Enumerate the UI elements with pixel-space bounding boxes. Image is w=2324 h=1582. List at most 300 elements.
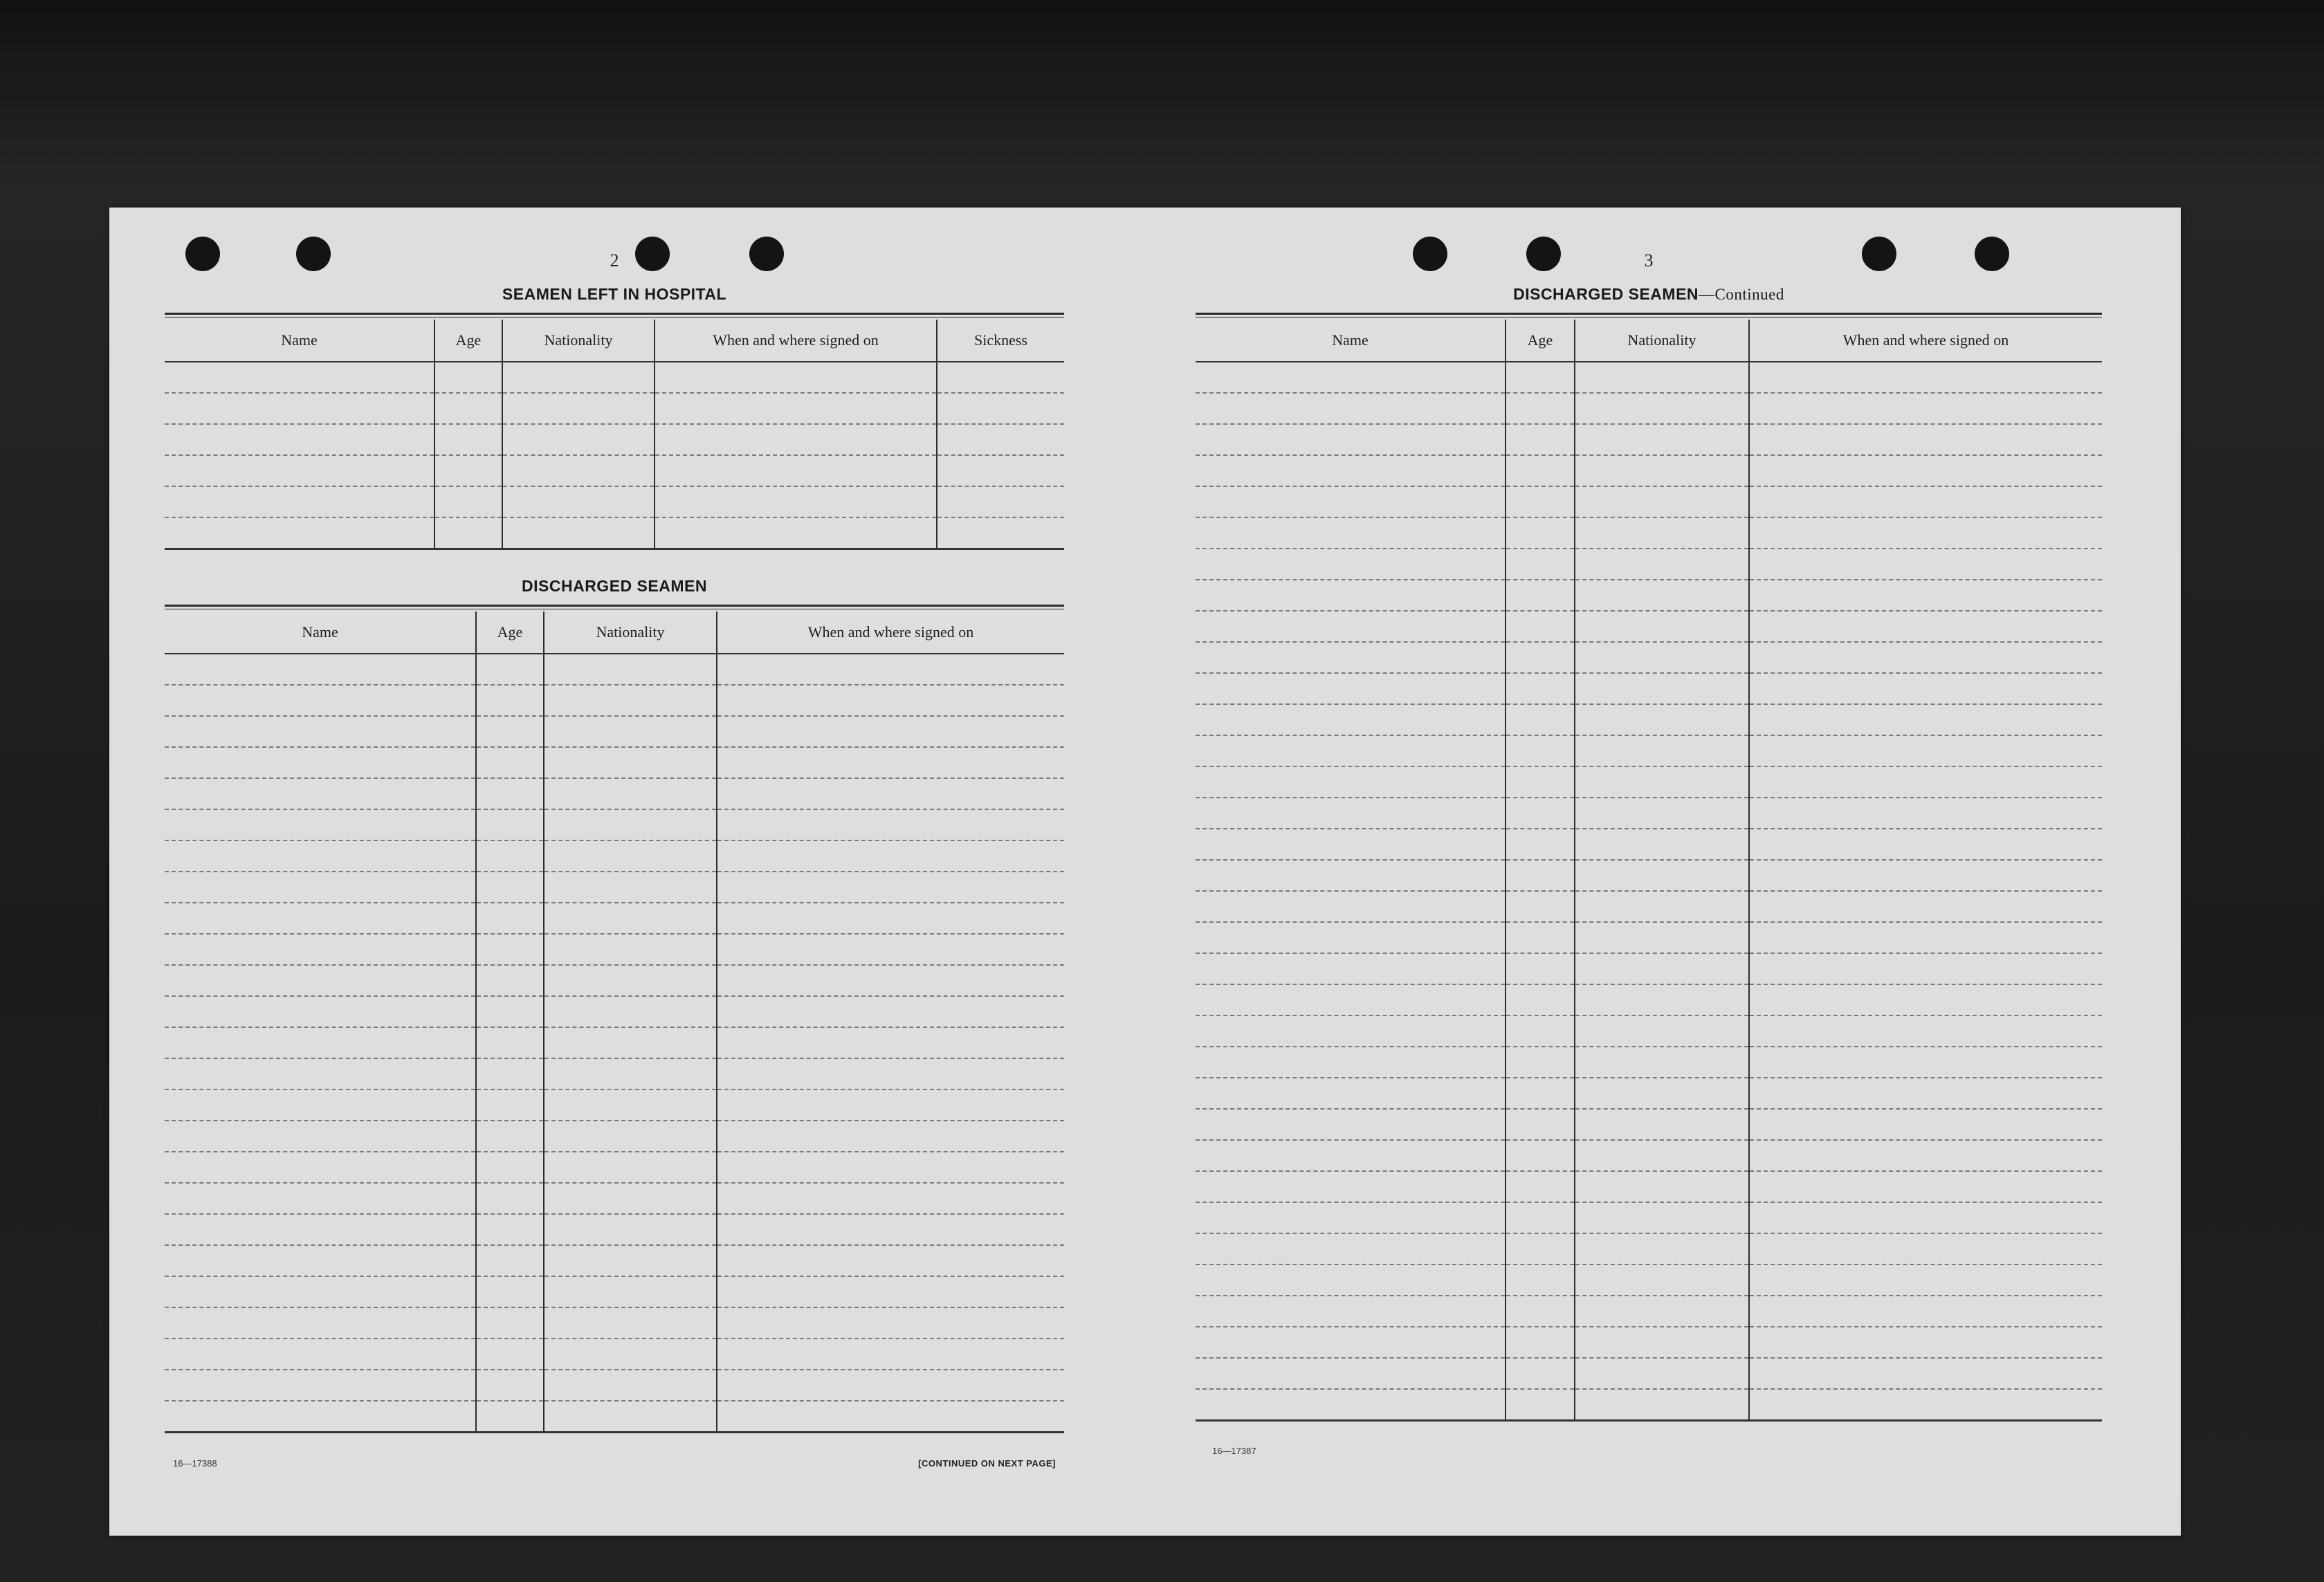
table-cell <box>544 1214 717 1245</box>
table-cell <box>476 1152 544 1183</box>
table-cell <box>502 362 655 393</box>
table-cell <box>1575 673 1749 704</box>
table-row <box>165 1183 1064 1214</box>
table-cell <box>544 934 717 965</box>
table-cell <box>1575 1296 1749 1327</box>
table-cell <box>1749 486 2102 517</box>
table-cell <box>434 517 502 549</box>
table-cell <box>1749 891 2102 922</box>
table-cell <box>1575 1202 1749 1233</box>
table-row <box>165 934 1064 965</box>
table-cell <box>655 424 937 455</box>
column-header-nationality: Nationality <box>1575 320 1749 362</box>
table-cell <box>717 934 1064 965</box>
table-cell <box>476 872 544 903</box>
table-cell <box>1196 486 1506 517</box>
table-cell <box>476 1058 544 1089</box>
table-cell <box>544 1307 717 1339</box>
table-cell <box>717 1401 1064 1433</box>
table-cell <box>1196 1109 1506 1140</box>
table-cell <box>1749 953 2102 984</box>
table-cell <box>476 747 544 778</box>
form-code: 16—17387 <box>1212 1446 1256 1456</box>
table-cell <box>434 455 502 486</box>
table-cell <box>1575 766 1749 798</box>
table-cell <box>1575 1389 1749 1421</box>
table-cell <box>1506 1233 1575 1264</box>
table-row <box>165 362 1064 393</box>
table-row <box>165 716 1064 747</box>
table-cell <box>165 716 476 747</box>
table-cell <box>1506 860 1575 891</box>
table-cell <box>165 455 434 486</box>
discharged-table <box>165 611 1064 1433</box>
table-row <box>1196 860 2102 891</box>
table-cell <box>717 1089 1064 1121</box>
table-cell <box>434 424 502 455</box>
table-row <box>165 424 1064 455</box>
table-cell <box>165 1183 476 1214</box>
table-cell <box>544 654 717 685</box>
table-cell <box>1506 1047 1575 1078</box>
table-cell <box>1196 1358 1506 1389</box>
table-row <box>165 809 1064 840</box>
table-cell <box>1506 642 1575 673</box>
table-cell <box>717 1276 1064 1307</box>
table-cell <box>476 809 544 840</box>
table-cell <box>1749 517 2102 549</box>
table-cell <box>1506 829 1575 860</box>
table-row <box>165 840 1064 872</box>
table-row <box>165 455 1064 486</box>
table-cell <box>1196 1015 1506 1047</box>
table-cell <box>655 486 937 517</box>
table-cell <box>165 778 476 809</box>
table-cell <box>1506 673 1575 704</box>
table-row <box>1196 673 2102 704</box>
table-cell <box>476 1027 544 1058</box>
table-cell <box>937 517 1064 549</box>
column-header-signed-on: When and where signed on <box>655 320 937 362</box>
table-cell <box>1196 829 1506 860</box>
table-row <box>165 747 1064 778</box>
table-cell <box>717 903 1064 934</box>
table-cell <box>655 517 937 549</box>
page-number: 3 <box>1644 250 1654 270</box>
column-header-age: Age <box>1506 320 1575 362</box>
table-cell <box>1196 735 1506 766</box>
table-cell <box>1575 829 1749 860</box>
table-cell <box>1506 798 1575 829</box>
table-cell <box>1506 1140 1575 1171</box>
table-row <box>1196 984 2102 1015</box>
discharged-continued-table <box>1196 320 2102 1422</box>
table-cell <box>544 747 717 778</box>
table-cell <box>655 393 937 424</box>
table-cell <box>1749 393 2102 424</box>
double-rule <box>165 605 1064 609</box>
table-cell <box>1506 891 1575 922</box>
table-cell <box>1575 1047 1749 1078</box>
table-cell <box>476 778 544 809</box>
table-cell <box>544 1370 717 1401</box>
table-cell <box>1506 1202 1575 1233</box>
table-cell <box>1749 1047 2102 1078</box>
table-cell <box>937 424 1064 455</box>
table-cell <box>1749 455 2102 486</box>
table-cell <box>544 716 717 747</box>
table-cell <box>165 654 476 685</box>
table-cell <box>502 517 655 549</box>
table-cell <box>544 840 717 872</box>
table-cell <box>165 424 434 455</box>
table-cell <box>1575 549 1749 580</box>
table-cell <box>1196 984 1506 1015</box>
table-row <box>1196 1296 2102 1327</box>
table-cell <box>1196 1264 1506 1296</box>
table-cell <box>1196 1140 1506 1171</box>
table-cell <box>1749 1171 2102 1202</box>
table-cell <box>165 362 434 393</box>
left-page <box>165 208 1064 1536</box>
table-cell <box>1749 1015 2102 1047</box>
table-cell <box>1575 611 1749 642</box>
table-cell <box>1575 1140 1749 1171</box>
table-cell <box>1749 1202 2102 1233</box>
table-cell <box>165 1339 476 1370</box>
table-cell <box>165 903 476 934</box>
table-row <box>1196 1327 2102 1358</box>
table-cell <box>476 934 544 965</box>
table-row <box>165 1121 1064 1152</box>
table-cell <box>1196 455 1506 486</box>
table-cell <box>165 1058 476 1089</box>
table-cell <box>476 1370 544 1401</box>
table-cell <box>165 1370 476 1401</box>
discharged-continued-rows <box>1196 362 2102 1421</box>
table-row <box>1196 362 2102 393</box>
table-cell <box>717 716 1064 747</box>
table-cell <box>476 1276 544 1307</box>
table-row <box>1196 1140 2102 1171</box>
section-title-suffix: —Continued <box>1699 286 1784 303</box>
section-title-main: DISCHARGED SEAMEN <box>1513 285 1699 303</box>
table-cell <box>434 393 502 424</box>
table-cell <box>476 716 544 747</box>
table-row <box>165 1339 1064 1370</box>
table-cell <box>1506 922 1575 953</box>
table-cell <box>717 965 1064 996</box>
table-cell <box>1506 1358 1575 1389</box>
table-cell <box>1506 424 1575 455</box>
table-row <box>1196 766 2102 798</box>
table-cell <box>717 1307 1064 1339</box>
table-cell <box>476 1401 544 1433</box>
table-cell <box>1506 953 1575 984</box>
column-header-name: Name <box>165 611 476 654</box>
table-cell <box>165 1276 476 1307</box>
table-cell <box>1196 798 1506 829</box>
table-row <box>1196 1078 2102 1109</box>
double-rule <box>1196 313 2102 318</box>
table-header-row <box>165 320 1064 362</box>
table-cell <box>476 1121 544 1152</box>
table-cell <box>1575 362 1749 393</box>
table-cell <box>937 486 1064 517</box>
column-header-nationality: Nationality <box>544 611 717 654</box>
table-cell <box>502 486 655 517</box>
table-row <box>1196 1015 2102 1047</box>
table-cell <box>544 1058 717 1089</box>
table-cell <box>544 778 717 809</box>
table-row <box>1196 1109 2102 1140</box>
table-cell <box>717 840 1064 872</box>
table-row <box>1196 1171 2102 1202</box>
table-cell <box>1506 486 1575 517</box>
table-cell <box>165 996 476 1027</box>
table-cell <box>544 965 717 996</box>
table-cell <box>1196 766 1506 798</box>
table-cell <box>1506 549 1575 580</box>
table-row <box>165 965 1064 996</box>
table-cell <box>1506 1171 1575 1202</box>
column-header-sickness: Sickness <box>937 320 1064 362</box>
section-title-discharged-continued <box>1196 285 2102 304</box>
table-cell <box>544 1121 717 1152</box>
table-cell <box>1196 424 1506 455</box>
table-cell <box>1506 1015 1575 1047</box>
table-cell <box>717 747 1064 778</box>
table-cell <box>1749 549 2102 580</box>
table-row <box>1196 1358 2102 1389</box>
table-cell <box>1196 642 1506 673</box>
table-cell <box>165 747 476 778</box>
table-cell <box>1575 1109 1749 1140</box>
table-row <box>1196 1264 2102 1296</box>
table-cell <box>1575 1264 1749 1296</box>
table-row <box>1196 549 2102 580</box>
table-row <box>165 1401 1064 1433</box>
table-cell <box>1749 735 2102 766</box>
table-cell <box>937 455 1064 486</box>
column-header-signed-on: When and where signed on <box>717 611 1064 654</box>
table-row <box>165 517 1064 549</box>
table-row <box>1196 1389 2102 1421</box>
table-cell <box>1749 829 2102 860</box>
table-cell <box>717 1339 1064 1370</box>
table-cell <box>1575 424 1749 455</box>
table-row <box>1196 580 2102 611</box>
form-code: 16—17388 <box>173 1458 217 1469</box>
table-cell <box>1506 1327 1575 1358</box>
table-cell <box>476 903 544 934</box>
table-cell <box>717 996 1064 1027</box>
table-cell <box>502 455 655 486</box>
table-cell <box>1196 860 1506 891</box>
table-cell <box>1749 424 2102 455</box>
table-cell <box>1575 704 1749 735</box>
table-cell <box>1575 984 1749 1015</box>
table-header-row <box>165 611 1064 654</box>
table-cell <box>1196 891 1506 922</box>
table-cell <box>544 1027 717 1058</box>
table-cell <box>717 1183 1064 1214</box>
document-sheet <box>109 208 2181 1536</box>
table-cell <box>1196 611 1506 642</box>
table-cell <box>1196 1233 1506 1264</box>
table-cell <box>1506 704 1575 735</box>
table-cell <box>1749 922 2102 953</box>
table-cell <box>165 809 476 840</box>
table-row <box>1196 829 2102 860</box>
table-cell <box>165 965 476 996</box>
table-cell <box>476 1183 544 1214</box>
table-cell <box>544 1276 717 1307</box>
table-cell <box>1196 673 1506 704</box>
table-cell <box>1749 1140 2102 1171</box>
table-row <box>1196 704 2102 735</box>
table-cell <box>1506 1109 1575 1140</box>
table-cell <box>1575 1171 1749 1202</box>
table-cell <box>1196 1389 1506 1421</box>
table-cell <box>165 1401 476 1433</box>
table-cell <box>476 1339 544 1370</box>
table-cell <box>1575 798 1749 829</box>
table-cell <box>1749 860 2102 891</box>
table-row <box>1196 798 2102 829</box>
table-cell <box>476 840 544 872</box>
column-header-nationality: Nationality <box>502 320 655 362</box>
table-row <box>165 1089 1064 1121</box>
table-cell <box>1749 362 2102 393</box>
table-row <box>165 654 1064 685</box>
column-header-name: Name <box>165 320 434 362</box>
table-cell <box>717 1121 1064 1152</box>
table-cell <box>165 393 434 424</box>
table-cell <box>165 1307 476 1339</box>
table-cell <box>717 872 1064 903</box>
table-cell <box>1575 735 1749 766</box>
table-cell <box>1506 517 1575 549</box>
table-cell <box>476 1214 544 1245</box>
table-cell <box>1196 1327 1506 1358</box>
discharged-rows <box>165 654 1064 1433</box>
table-cell <box>1506 1389 1575 1421</box>
table-cell <box>1575 455 1749 486</box>
table-cell <box>544 1245 717 1276</box>
table-cell <box>476 654 544 685</box>
table-cell <box>544 685 717 716</box>
table-cell <box>717 1214 1064 1245</box>
table-cell <box>1196 549 1506 580</box>
hospital-rows <box>165 362 1064 549</box>
table-cell <box>476 996 544 1027</box>
table-cell <box>165 934 476 965</box>
table-cell <box>476 685 544 716</box>
table-cell <box>1196 1296 1506 1327</box>
column-header-signed-on: When and where signed on <box>1749 320 2102 362</box>
table-cell <box>434 362 502 393</box>
table-cell <box>1196 517 1506 549</box>
table-cell <box>1506 580 1575 611</box>
table-cell <box>937 393 1064 424</box>
table-row <box>165 1245 1064 1276</box>
table-cell <box>717 685 1064 716</box>
table-row <box>165 778 1064 809</box>
table-cell <box>165 1152 476 1183</box>
table-row <box>1196 1202 2102 1233</box>
table-cell <box>165 1121 476 1152</box>
table-cell <box>1575 1015 1749 1047</box>
table-cell <box>717 1027 1064 1058</box>
table-cell <box>717 654 1064 685</box>
table-cell <box>1196 704 1506 735</box>
table-cell <box>544 903 717 934</box>
table-cell <box>1575 1233 1749 1264</box>
table-cell <box>1196 393 1506 424</box>
table-cell <box>1575 1358 1749 1389</box>
table-row <box>165 1058 1064 1089</box>
table-cell <box>165 1089 476 1121</box>
column-header-age: Age <box>434 320 502 362</box>
table-row <box>165 1370 1064 1401</box>
table-cell <box>1749 1078 2102 1109</box>
table-cell <box>544 1089 717 1121</box>
table-cell <box>1196 362 1506 393</box>
table-cell <box>1575 860 1749 891</box>
table-cell <box>1196 922 1506 953</box>
table-cell <box>717 778 1064 809</box>
table-cell <box>165 1214 476 1245</box>
table-cell <box>1506 984 1575 1015</box>
table-cell <box>165 1027 476 1058</box>
table-row <box>165 872 1064 903</box>
table-row <box>1196 611 2102 642</box>
table-cell <box>502 424 655 455</box>
table-cell <box>1196 1202 1506 1233</box>
table-row <box>165 1307 1064 1339</box>
table-cell <box>717 1245 1064 1276</box>
table-cell <box>1749 1109 2102 1140</box>
table-cell <box>1506 1078 1575 1109</box>
table-row <box>1196 1233 2102 1264</box>
table-cell <box>165 872 476 903</box>
table-row <box>1196 517 2102 549</box>
table-cell <box>544 1401 717 1433</box>
table-cell <box>1749 798 2102 829</box>
table-cell <box>544 872 717 903</box>
table-row <box>165 486 1064 517</box>
table-cell <box>1506 1264 1575 1296</box>
table-cell <box>717 1152 1064 1183</box>
table-row <box>1196 922 2102 953</box>
table-cell <box>1749 1296 2102 1327</box>
table-row <box>1196 486 2102 517</box>
table-cell <box>1196 1171 1506 1202</box>
table-row <box>165 1276 1064 1307</box>
table-row <box>1196 735 2102 766</box>
table-cell <box>1575 642 1749 673</box>
table-row <box>165 1214 1064 1245</box>
right-page <box>1196 208 2102 1536</box>
table-cell <box>655 455 937 486</box>
table-cell <box>1749 1264 2102 1296</box>
table-cell <box>1196 580 1506 611</box>
table-cell <box>544 1152 717 1183</box>
section-title-discharged: DISCHARGED SEAMEN <box>522 577 707 595</box>
table-row <box>165 393 1064 424</box>
double-rule <box>165 313 1064 318</box>
